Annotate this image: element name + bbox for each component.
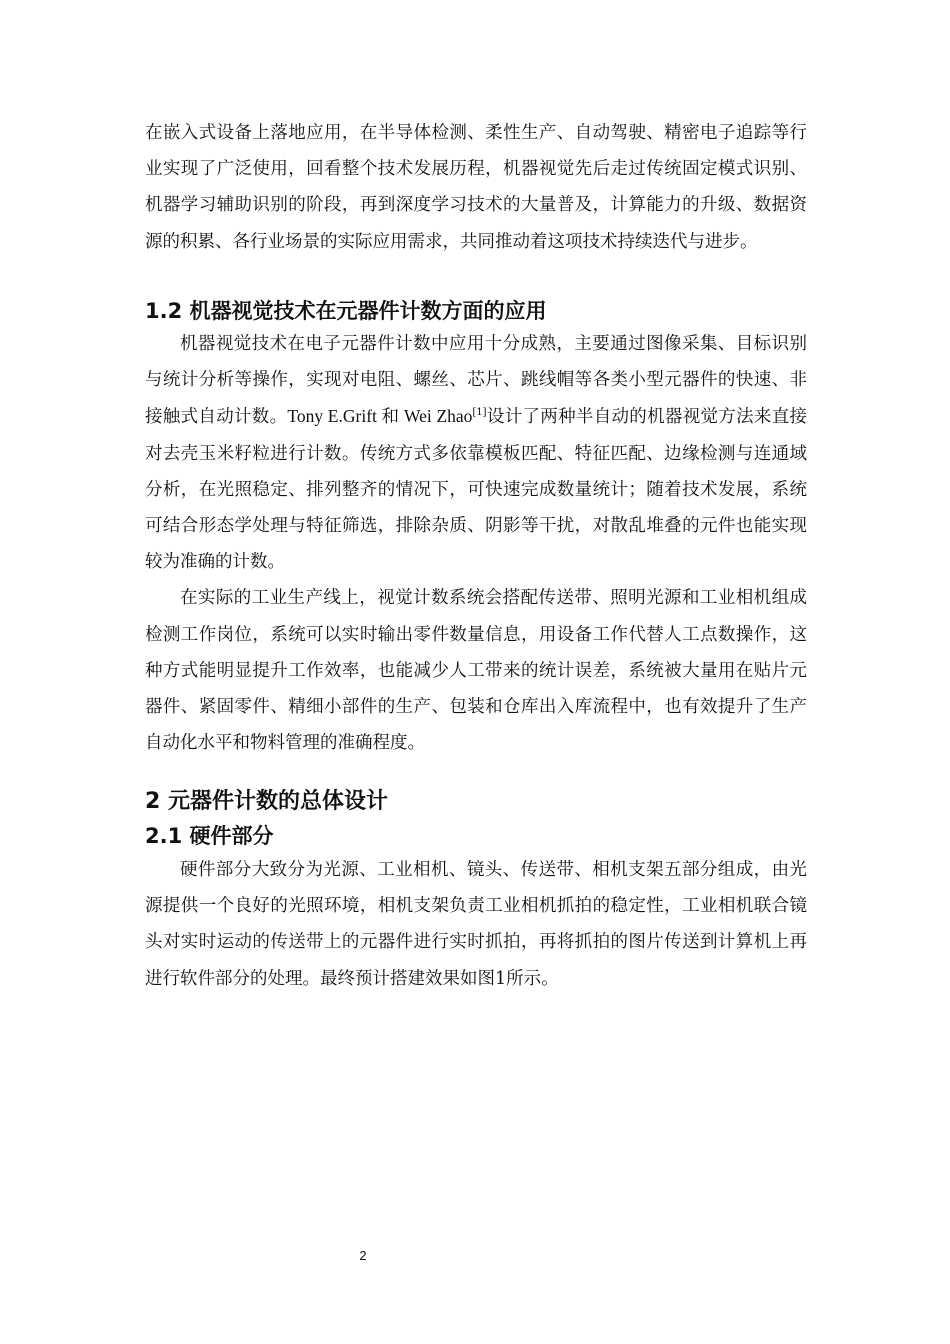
section-1-2-paragraph-1 — [145, 326, 807, 580]
section-2-1-body — [145, 852, 807, 997]
chapter-heading-2: 2 元器件计数的总体设计 — [145, 789, 388, 814]
author-names: Tony E.Grift 和 Wei Zhao — [287, 406, 473, 427]
citation-reference[interactable]: [1] — [472, 407, 487, 419]
paragraph-text: 设计了两种半自动的机器视觉方法来直接对去壳玉米籽粒进行计数。传统方式多依靠模板匹配、特征匹配、边缘检测与连通域分析，在光照稳定、排列整齐的情况下，可快速完成数量统计；随着技术发展，系统可结合形态学处理与特征筛选，排除杂质、阴影等干扰，对散乱堆叠的元件也能实现较为准确的计数。 — [145, 407, 807, 573]
intro-block — [145, 115, 807, 260]
page-number: 2 — [359, 1248, 367, 1263]
paragraph-text: 机器视觉技术在电子元器件计数中应用十分成熟，主要通过图像采集、目标识别与统计分析等操作，实现对电阻、螺丝、芯片、跳线帽等各类小型元器件的快速、非接触式自动计数。 — [145, 334, 807, 428]
intro-paragraph: 在嵌入式设备上落地应用，在半导体检测、柔性生产、自动驾驶、精密电子追踪等行业实现了广泛使用，回看整个技术发展历程，机器视觉先后走过传统固定模式识别、机器学习辅助识别的阶段，再到深度学习技术的大量普及，计算能力的升级、数据资源的积累、各行业场景的实际应用需求，共同推动着这项技术持续迭代与进步。 — [145, 123, 807, 252]
section-2-1-paragraph-1: 硬件部分大致分为光源、工业相机、镜头、传送带、相机支架五部分组成，由光源提供一个良好的光照环境，相机支架负责工业相机抓拍的稳定性，工业相机联合镜头对实时运动的传送带上的元器件进行实时抓拍，再将抓拍的图片传送到计算机上再进行软件部分的处理。最终预计搭建效果如图1所示。 — [145, 860, 807, 989]
section-1-2-paragraph-2: 在实际的工业生产线上，视觉计数系统会搭配传送带、照明光源和工业相机组成检测工作岗位，系统可以实时输出零件数量信息，用设备工作代替人工点数操作，这种方式能明显提升工作效率，也能减少人工带来的统计误差，系统被大量用在贴片元器件、紧固零件、精细小部件的生产、包装和仓库出入库流程中，也有效提升了生产自动化水平和物料管理的准确程度。 — [145, 588, 807, 754]
section-1-2-body — [145, 326, 807, 761]
section-heading-1-2: 1.2 机器视觉技术在元器件计数方面的应用 — [145, 299, 547, 323]
section-heading-2-1: 2.1 硬件部分 — [145, 824, 274, 848]
